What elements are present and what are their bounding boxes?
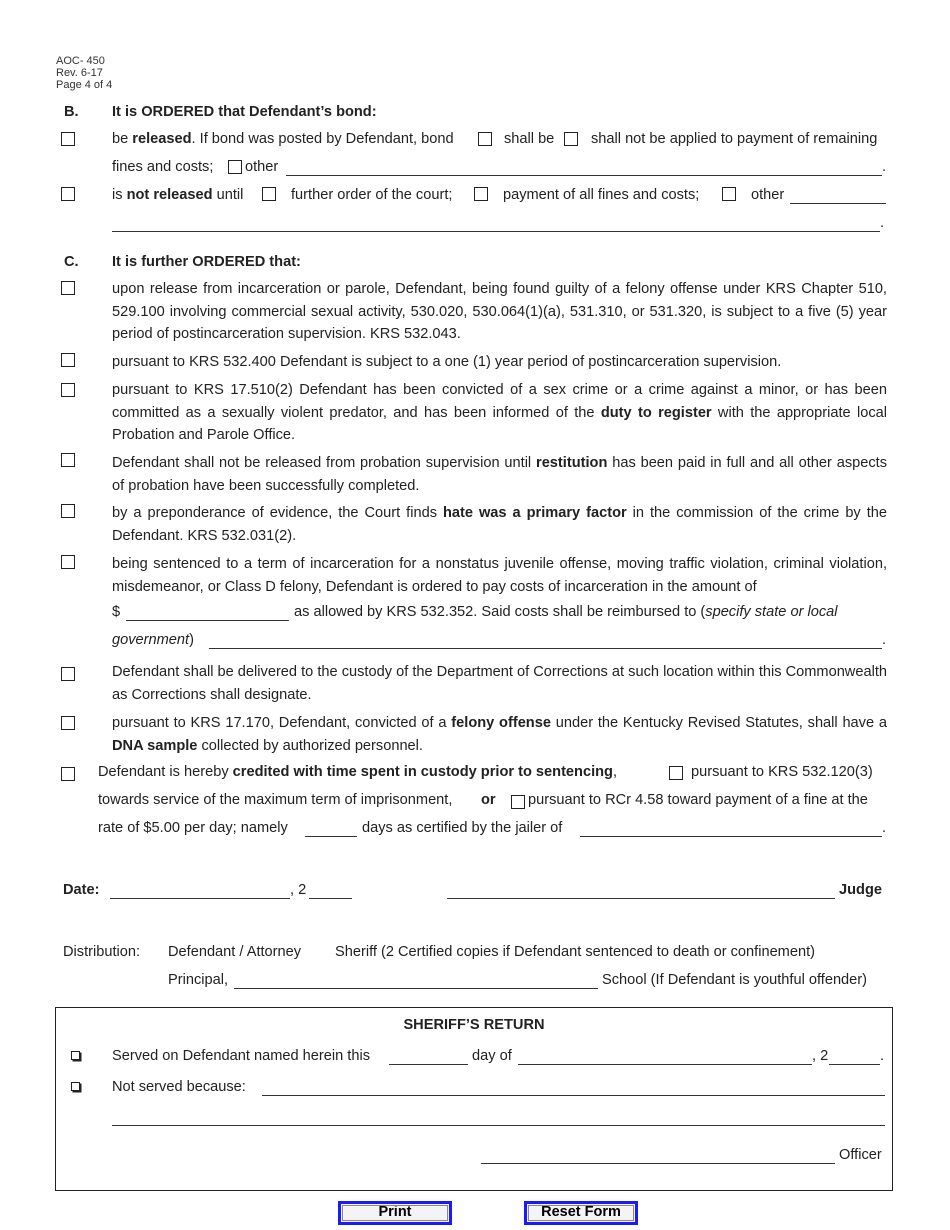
jailer-text: days as certified by the jailer of (362, 820, 563, 836)
or-label: or (481, 792, 496, 808)
bond-released-line1: be released. If bond was posted by Defendant, bond (112, 131, 454, 147)
not-released-other-field[interactable] (790, 203, 886, 204)
hate-factor-text: by a preponderance of evidence, the Court finds hate was a primary factor in the commission of the crime by the Defendant. KRS 532.031(2). (112, 505, 887, 544)
days-field[interactable] (305, 836, 357, 837)
allowed-by-text: as allowed by KRS 532.352. Said costs shall be reimbursed to (specify state or local (294, 604, 838, 620)
incarceration-amount-field[interactable] (126, 620, 289, 621)
not-served-reason-field-2[interactable] (112, 1125, 885, 1126)
served-year-field[interactable] (829, 1064, 880, 1065)
not-released-other-field-2[interactable] (112, 231, 880, 232)
distribution-defendant: Defendant / Attorney (168, 944, 302, 960)
year-field[interactable] (309, 898, 352, 899)
form-number: AOC- 450 (56, 55, 105, 67)
maximum-term-text: towards service of the maximum term of imprisonment, (98, 792, 453, 808)
postincarceration-1yr-text: pursuant to KRS 532.400 Defendant is subject to a one (1) year period of postincarceration supervision. (112, 354, 782, 370)
payment-fines-label: payment of all fines and costs; (503, 187, 700, 203)
section-c-letter: C. (64, 254, 79, 270)
page-number: Page 4 of 4 (56, 79, 113, 91)
time-credit-text: Defendant is hereby credited with time spent in custody prior to sentencing, (98, 764, 618, 780)
dna-sample-text: pursuant to KRS 17.170, Defendant, convicted of a felony offense under the Kentucky Revised Statutes, shall have a DNA sample collected by authorized personnel. (112, 715, 887, 754)
revision: Rev. 6-17 (56, 67, 103, 79)
rcr-4-58-checkbox[interactable] (511, 795, 525, 809)
payment-fines-checkbox[interactable] (474, 187, 488, 201)
further-order-checkbox[interactable] (262, 187, 276, 201)
released-other-field[interactable] (286, 175, 882, 176)
doc-custody-text: Defendant shall be delivered to the custody of the Department of Corrections at such location within this Commonwealth as Corrections shall designate. (112, 664, 887, 703)
sheriffs-return-title: SHERIFF’S RETURN (403, 1017, 545, 1033)
date-field[interactable] (110, 898, 290, 899)
reimbursed-to-field[interactable] (209, 648, 882, 649)
principal-field[interactable] (234, 988, 598, 989)
not-served-reason-field[interactable] (262, 1095, 885, 1096)
reset-form-button[interactable]: Reset Form (524, 1201, 638, 1225)
officer-label: Officer (839, 1147, 882, 1163)
postincarceration-5yr-checkbox[interactable] (61, 281, 75, 295)
time-credit-checkbox[interactable] (61, 767, 75, 781)
year-prefix: , 2 (290, 882, 307, 898)
distribution-school: School (If Defendant is youthful offender) (602, 972, 868, 988)
section-b-letter: B. (64, 104, 79, 120)
bond-not-released-checkbox[interactable] (61, 187, 75, 201)
section-b-title: It is ORDERED that Defendant’s bond: (112, 104, 377, 120)
bond-shall-be-applied-checkbox[interactable] (478, 132, 492, 146)
shall-be-label: shall be (504, 131, 555, 147)
not-served-label: Not served because: (112, 1079, 246, 1095)
dollar-sign: $ (112, 604, 121, 620)
served-year-prefix: , 2 (812, 1048, 829, 1064)
rate-per-day-text: rate of $5.00 per day; namely (98, 820, 288, 836)
not-released-label: is not released until (112, 187, 244, 203)
bond-released-checkbox[interactable] (61, 132, 75, 146)
jailer-field[interactable] (580, 836, 882, 837)
judge-label: Judge (839, 882, 882, 898)
fines-costs-label: fines and costs; (112, 159, 214, 175)
not-served-checkbox[interactable] (71, 1082, 80, 1091)
dna-sample-checkbox[interactable] (61, 716, 75, 730)
distribution-sheriff: Sheriff (2 Certified copies if Defendant sentenced to death or confinement) (335, 944, 815, 960)
duty-to-register-checkbox[interactable] (61, 383, 75, 397)
distribution-label: Distribution: (63, 944, 141, 960)
hate-factor-checkbox[interactable] (61, 504, 75, 518)
shall-not-be-label: shall not be applied to payment of remaining (591, 131, 878, 147)
distribution-principal: Principal, (168, 972, 229, 988)
government-label: government) (112, 632, 194, 648)
section-c-title: It is further ORDERED that: (112, 254, 301, 270)
not-released-other-checkbox[interactable] (722, 187, 736, 201)
incarceration-costs-text: being sentenced to a term of incarceration for a nonstatus juvenile offense, moving traffic violation, criminal violation, misdemeanor, or Class D felony, Defendant is ordered to pay costs of incarceration in the amount of (112, 556, 887, 595)
served-checkbox[interactable] (71, 1051, 80, 1060)
not-released-other-label: other (751, 187, 785, 203)
print-button[interactable]: Print (338, 1201, 452, 1225)
day-of-label: day of (472, 1048, 512, 1064)
duty-to-register-text: pursuant to KRS 17.510(2) Defendant has been convicted of a sex crime or a crime against a minor, or has been committed as a sexually violent predator, and has been informed of the duty to register with the appropriate local Probation and Parole Office. (112, 382, 887, 443)
served-month-field[interactable] (518, 1064, 812, 1065)
rcr-4-58-label: pursuant to RCr 4.58 toward payment of a fine at the (528, 792, 868, 808)
released-other-label: other (245, 159, 279, 175)
further-order-label: further order of the court; (291, 187, 453, 203)
bond-shall-not-be-applied-checkbox[interactable] (564, 132, 578, 146)
doc-custody-checkbox[interactable] (61, 667, 75, 681)
incarceration-costs-checkbox[interactable] (61, 555, 75, 569)
served-day-field[interactable] (389, 1064, 468, 1065)
officer-signature-line[interactable] (481, 1163, 835, 1164)
krs-532-120-label: pursuant to KRS 532.120(3) (691, 764, 873, 780)
served-text: Served on Defendant named herein this (112, 1048, 370, 1064)
postincarceration-5yr-text: upon release from incarceration or parole, Defendant, being found guilty of a felony offense under KRS Chapter 510, 529.100 involving commercial sexual activity, 530.020, 530.064(1)(a), 531.310, or 531.320, is subject to a five (5) year period of postincarceration supervision. KRS 532.043. (112, 281, 887, 342)
krs-532-120-checkbox[interactable] (669, 766, 683, 780)
restitution-text: Defendant shall not be released from probation supervision until restitution has been paid in full and all other aspects of probation have been successfully completed. (112, 455, 887, 494)
postincarceration-1yr-checkbox[interactable] (61, 353, 75, 367)
date-label: Date: (63, 882, 100, 898)
restitution-checkbox[interactable] (61, 453, 75, 467)
released-other-checkbox[interactable] (228, 160, 242, 174)
judge-signature-line[interactable] (447, 898, 835, 899)
